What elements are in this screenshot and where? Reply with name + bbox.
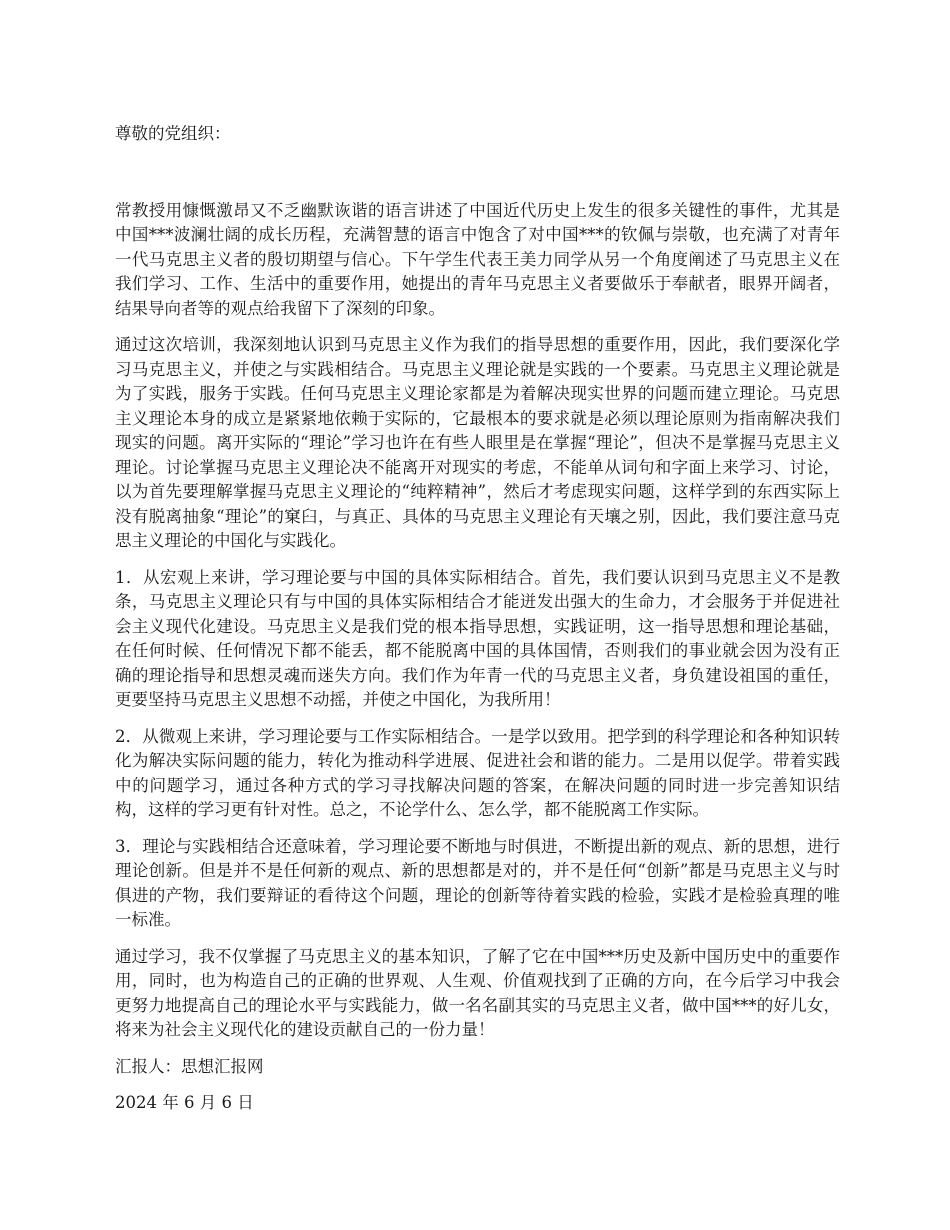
paragraph-conclusion: 通过学习，我不仅掌握了马克思主义的基本知识，了解了它在中国***历史及新中国历史中的重要作用，同时，也为构造自己的正确的世界观、人生观、价值观找到了正确的方向，在今后学习中我会更努力地提高自己的理论水平与实践能力，做一名名副其实的马克思主义者，做中国***的好儿女，将来为社会主义现代化的建设贡献自己的一份力量！	[115, 946, 840, 1039]
document-body	[115, 122, 840, 1128]
paragraph-lecture-summary: 常教授用慷慨激昂又不乏幽默诙谐的语言讲述了中国近代历史上发生的很多关键性的事件，尤其是中国***波澜壮阔的成长历程，充满智慧的语言中饱含了对中国***的钦佩与崇敬，也充满了对青年一代马克思主义者的殷切期望与信心。下午学生代表王美力同学从另一个角度阐述了马克思主义在我们学习、工作、生活中的重要作用，她提出的青年马克思主义者要做乐于奉献者，眼界开阔者，结果导向者等的观点给我留下了深刻的印象。	[115, 200, 840, 318]
date-line: 2024 年 6 月 6 日	[115, 1093, 254, 1112]
paragraph-training-insight: 通过这次培训，我深刻地认识到马克思主义作为我们的指导思想的重要作用，因此，我们要深化学习马克思主义，并使之与实践相结合。马克思主义理论就是实践的一个要素。马克思主义理论就是为了实践，服务于实践。任何马克思主义理论家都是为着解决现实世界的问题而建立理论。马克思主义理论本身的成立是紧紧地依赖于实际的，它最根本的要求就是必须以理论原则为指南解决我们现实的问题。离开实际的“理论”学习也许在有些人眼里是在掌握“理论”，但决不是掌握马克思主义理论。讨论掌握马克思主义理论决不能离开对现实的考虑，不能单从词句和字面上来学习、讨论，以为首先要理解掌握马克思主义理论的“纯粹精神”，然后才考虑现实问题，这样学到的东西实际上没有脱离抽象“理论”的窠臼，与真正、具体的马克思主义理论有天壤之别，因此，我们要注意马克思主义理论的中国化与实践化。	[115, 335, 840, 550]
salutation: 尊敬的党组织：	[115, 124, 231, 143]
paragraph-point-micro: 2．从微观上来讲，学习理论要与工作实际相结合。一是学以致用。把学到的科学理论和各种知识转化为解决实际问题的能力，转化为推动科学进展、促进社会和谐的能力。二是用以促学。带着实践中的问题学习，通过各种方式的学习寻找解决问题的答案，在解决问题的同时进一步完善知识结构，这样的学习更有针对性。总之，不论学什么、怎么学，都不能脱离工作实际。	[115, 726, 840, 819]
paragraph-point-innovation: 3．理论与实践相结合还意味着，学习理论要不断地与时俱进，不断提出新的观点、新的思想，进行理论创新。但是并不是任何新的观点、新的思想都是对的，并不是任何“创新”都是马克思主义与时俱进的产物，我们要辩证的看待这个问题，理论的创新等待着实践的检验，实践才是检验真理的唯一标准。	[115, 836, 840, 929]
paragraph-point-macro: 1．从宏观上来讲，学习理论要与中国的具体实际相结合。首先，我们要认识到马克思主义不是教条，马克思主义理论只有与中国的具体实际相结合才能迸发出强大的生命力，才会服务于并促进社会主义现代化建设。马克思主义是我们党的根本指导思想，实践证明，这一指导思想和理论基础，在任何时候、任何情况下都不能丢，都不能脱离中国的具体国情，否则我们的事业就会因为没有正确的理论指导和思想灵魂而迷失方向。我们作为年青一代的马克思主义者，身负建设祖国的重任，更要坚持马克思主义思想不动摇，并使之中国化，为我所用！	[115, 567, 840, 709]
reporter-line: 汇报人：思想汇报网	[115, 1056, 264, 1076]
